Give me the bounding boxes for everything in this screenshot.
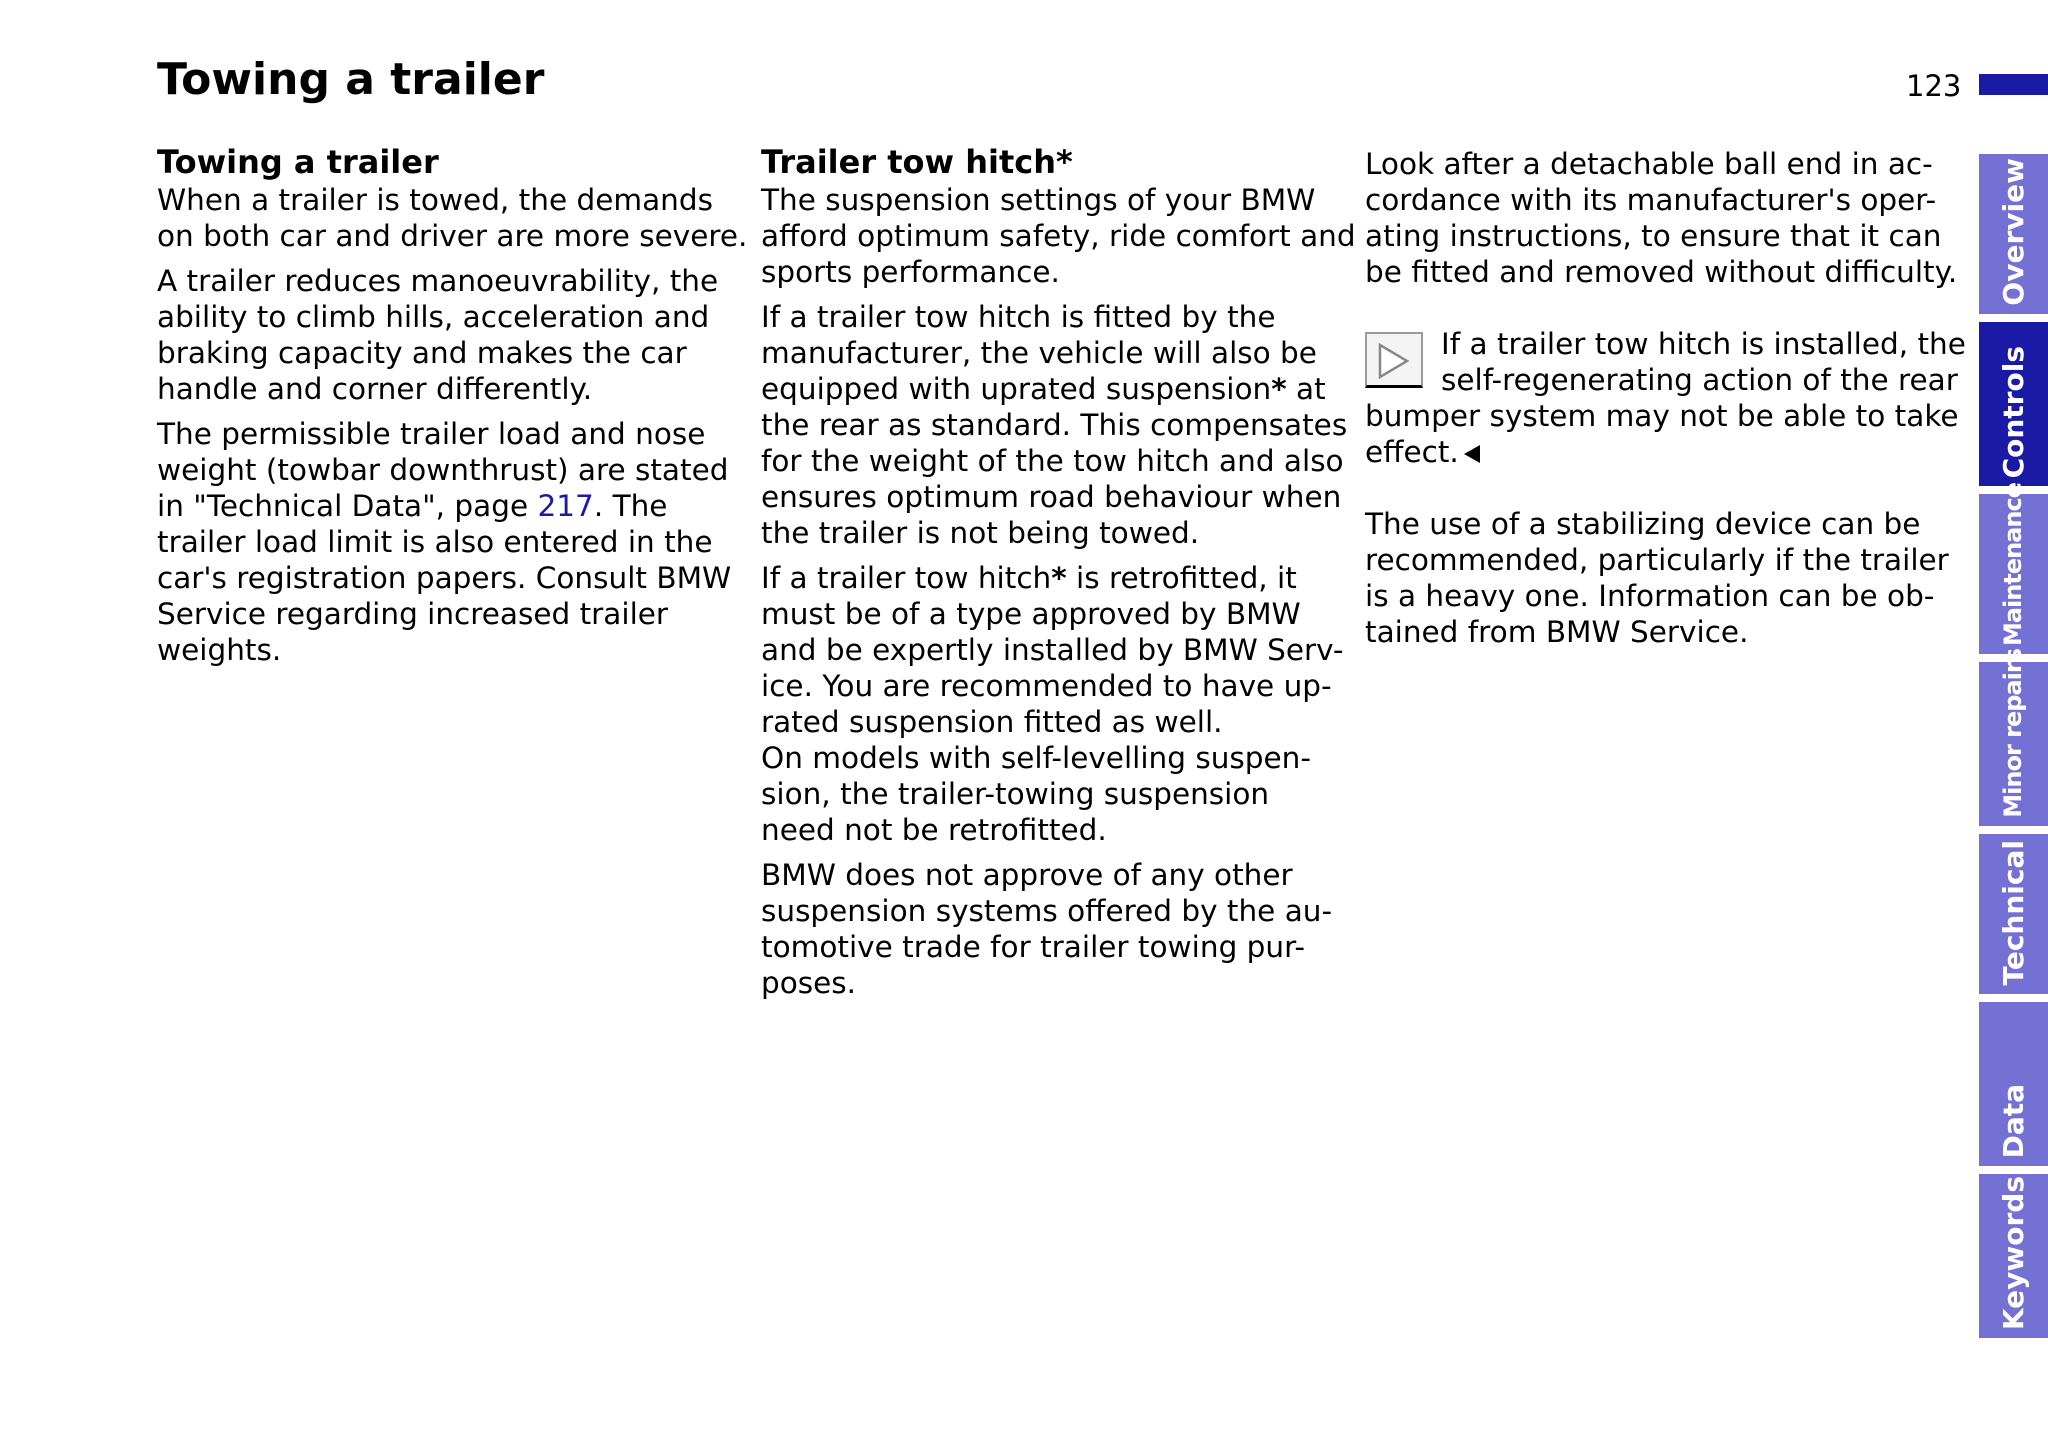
text-fragment: equipped with uprated suspension xyxy=(761,372,1272,406)
text-line: on both car and driver are more severe. xyxy=(157,219,748,253)
tab-technical[interactable] xyxy=(1979,834,2048,994)
text-fragment: If a trailer tow hitch xyxy=(761,561,1052,595)
tab-label: Maintenance xyxy=(1999,482,2027,646)
text-fragment: in "Technical Data", page xyxy=(157,489,538,523)
page-link-217[interactable]: 217 xyxy=(537,489,594,523)
text-line: sports performance. xyxy=(761,255,1060,289)
text-line: If a trailer tow hitch is installed, the xyxy=(1441,327,1966,361)
text-line: ating instructions, to ensure that it can xyxy=(1365,219,1942,253)
caution-note xyxy=(1365,326,1966,470)
tab-overview[interactable] xyxy=(1979,154,2048,314)
paragraph xyxy=(761,182,1356,290)
text-line: Service regarding increased trailer xyxy=(157,597,669,631)
column-3 xyxy=(1365,142,1966,650)
page-title: Towing a trailer xyxy=(157,54,545,105)
text-line: When a trailer is towed, the demands xyxy=(157,183,713,217)
tab-label: Technical xyxy=(1997,840,2030,986)
text-line: Look after a detachable ball end in ac- xyxy=(1365,147,1933,181)
text-line: must be of a type approved by BMW xyxy=(761,597,1301,631)
text-line: rated suspension fitted as well. xyxy=(761,705,1223,739)
text-line: suspension systems offered by the au- xyxy=(761,894,1333,928)
text-fragment: at xyxy=(1286,372,1326,406)
text-line xyxy=(157,488,747,524)
text-line: poses. xyxy=(761,966,857,1000)
text-line: for the weight of the tow hitch and also xyxy=(761,444,1344,478)
text-line: weights. xyxy=(157,633,282,667)
text-line: On models with self-levelling suspen- xyxy=(761,741,1311,775)
paragraph xyxy=(761,299,1351,551)
text-line: the trailer is not being towed. xyxy=(761,516,1200,550)
text-line: tained from BMW Service. xyxy=(1365,615,1749,649)
text-line xyxy=(761,560,1351,596)
column-1 xyxy=(157,142,747,668)
paragraph xyxy=(1365,146,1958,290)
text-line: be fitted and removed without difficulty. xyxy=(1365,255,1958,289)
text-line: car's registration papers. Consult BMW xyxy=(157,561,732,595)
optional-equipment-asterisk: * xyxy=(1051,561,1067,595)
text-line xyxy=(761,371,1351,407)
section-heading-towing: Towing a trailer xyxy=(157,143,439,181)
text-line: bumper system may not be able to take xyxy=(1365,399,1959,433)
note-triangle-icon xyxy=(1365,332,1423,388)
text-line: manufacturer, the vehicle will also be xyxy=(761,336,1317,370)
text-line: cordance with its manufacturer's oper- xyxy=(1365,183,1937,217)
text-line: The use of a stabilizing device can be xyxy=(1365,507,1921,541)
text-line: trailer load limit is also entered in the xyxy=(157,525,713,559)
text-line xyxy=(1365,434,1955,470)
text-fragment: is retrofitted, it xyxy=(1066,561,1297,595)
text-line: weight (towbar downthrust) are stated xyxy=(157,453,729,487)
tab-label: Overview xyxy=(1997,158,2030,306)
text-line: sion, the trailer-towing suspension xyxy=(761,777,1270,811)
column-2 xyxy=(761,142,1356,1001)
text-fragment: effect. xyxy=(1365,435,1459,469)
tab-controls[interactable] xyxy=(1979,322,2048,486)
text-line: The suspension settings of your BMW xyxy=(761,183,1316,217)
tab-label: Minor repairs xyxy=(1999,649,2027,818)
end-of-note-marker-icon xyxy=(1463,444,1481,464)
tab-keywords[interactable] xyxy=(1979,1174,2048,1338)
text-line: is a heavy one. Information can be ob- xyxy=(1365,579,1935,613)
tab-data[interactable] xyxy=(1979,1002,2048,1166)
paragraph xyxy=(761,740,1351,848)
text-line: ensures optimum road behaviour when xyxy=(761,480,1342,514)
text-line: ice. You are recommended to have up- xyxy=(761,669,1332,703)
tab-minor-repairs[interactable] xyxy=(1979,649,2048,826)
text-line: need not be retrofitted. xyxy=(761,813,1107,847)
paragraph xyxy=(157,263,747,407)
text-fragment: . The xyxy=(593,489,668,523)
optional-equipment-asterisk: * xyxy=(1271,372,1287,406)
text-line: A trailer reduces manoeuvrability, the xyxy=(157,264,719,298)
text-line: handle and corner differently. xyxy=(157,372,593,406)
text-line: BMW does not approve of any other xyxy=(761,858,1293,892)
section-heading-tow-hitch: Trailer tow hitch* xyxy=(761,143,1073,181)
text-line: ability to climb hills, acceleration and xyxy=(157,300,710,334)
tab-label: Controls xyxy=(1997,345,2030,478)
text-line: The permissible trailer load and nose xyxy=(157,417,706,451)
paragraph xyxy=(761,857,1351,1001)
text-line: the rear as standard. This compensates xyxy=(761,408,1348,442)
tab-label: Data xyxy=(1997,1083,2030,1158)
tab-label: Keywords xyxy=(1997,1175,2030,1330)
text-line: afford optimum safety, ride comfort and xyxy=(761,219,1356,253)
chapter-tabs xyxy=(1979,0,2048,1443)
paragraph xyxy=(1365,506,1955,650)
page-number: 123 xyxy=(1906,69,1962,103)
text-line: self-regenerating action of the rear xyxy=(1441,363,1958,397)
tab-maintenance[interactable] xyxy=(1979,482,2048,654)
paragraph xyxy=(761,560,1351,740)
text-line: and be expertly installed by BMW Serv- xyxy=(761,633,1344,667)
text-line: tomotive trade for trailer towing pur- xyxy=(761,930,1305,964)
text-line: recommended, particularly if the trailer xyxy=(1365,543,1949,577)
paragraph xyxy=(157,182,747,254)
paragraph xyxy=(157,416,747,668)
text-line: If a trailer tow hitch is fitted by the xyxy=(761,300,1276,334)
text-line: braking capacity and makes the car xyxy=(157,336,687,370)
